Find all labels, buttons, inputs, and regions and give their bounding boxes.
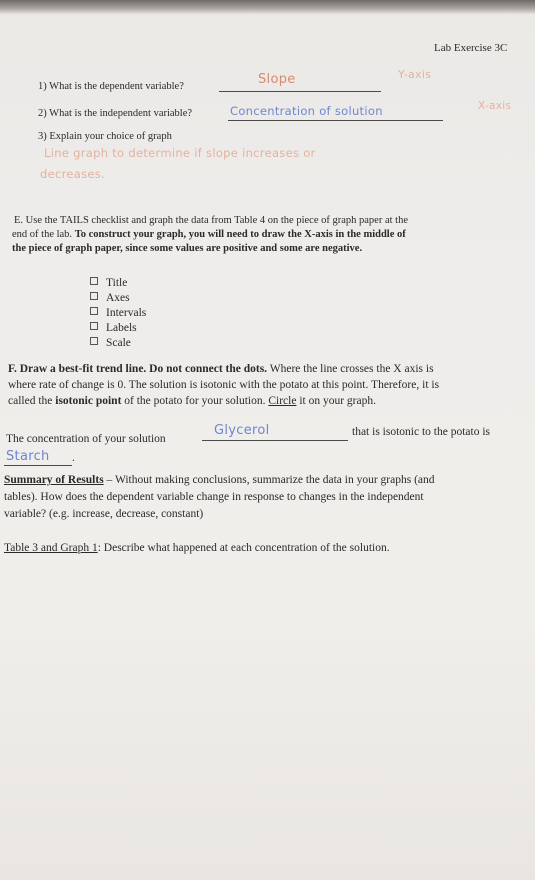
concentration-prompt-continued: that is isotonic to the potato is	[352, 426, 490, 438]
question-1-note: Y-axis	[398, 68, 432, 81]
section-f-line3-post: it on your graph.	[296, 395, 376, 407]
checklist-label: Axes	[106, 292, 130, 304]
checkbox-icon[interactable]	[90, 277, 98, 285]
concentration-end: .	[72, 452, 75, 464]
concentration-prompt: The concentration of your solution	[6, 433, 166, 445]
section-f-line3-mid: of the potato for your solution.	[121, 395, 269, 407]
section-f-line3-pre: called the	[8, 395, 56, 407]
question-3-label: 3) Explain your choice of graph	[38, 131, 172, 142]
checklist-label: Title	[106, 277, 128, 289]
question-3-answer-line2: decreases.	[40, 167, 106, 181]
checklist-item-axes	[90, 292, 130, 304]
checklist-item-scale	[90, 337, 131, 349]
section-f-line1	[8, 362, 434, 377]
question-2-label: 2) What is the independent variable?	[38, 108, 193, 119]
question-1-answer-line	[219, 91, 381, 92]
summary-line1	[4, 473, 435, 488]
section-f-line1-plain: Where the line crosses the X axis is	[267, 363, 434, 375]
section-e-line3-bold: the piece of graph paper, since some values are positive and some are negative.	[12, 243, 363, 254]
summary-line1-rest: – Without making conclusions, summarize the data in your graphs (and	[103, 474, 435, 486]
checklist-label: Intervals	[106, 307, 147, 319]
question-1-label: 1) What is the dependent variable?	[38, 81, 184, 92]
question-2-answer-line	[228, 120, 443, 121]
section-e-line3	[12, 241, 362, 256]
checkbox-icon[interactable]	[90, 292, 98, 300]
question-2-note: X-axis	[478, 100, 512, 112]
table3-line	[4, 541, 390, 556]
page-top-shadow	[0, 0, 535, 14]
section-e-line2-bold: To construct your graph, you will need to draw the X-axis in the middle of	[74, 229, 406, 240]
checkbox-icon[interactable]	[90, 337, 98, 345]
question-3-answer-line1: Line graph to determine if slope increases or	[44, 146, 316, 160]
section-f-line2: where rate of change is 0. The solution is isotonic with the potato at this point. Therefore, it is	[8, 379, 440, 391]
concentration-answer-2: Starch	[6, 449, 50, 464]
concentration-answer-line	[202, 440, 348, 441]
concentration-answer-2-line	[4, 465, 72, 466]
table3-rest: : Describe what happened at each concentration of the solution.	[97, 542, 390, 554]
circle-instruction: Circle	[268, 395, 297, 407]
summary-heading: Summary of Results	[4, 474, 104, 486]
summary-line2: tables). How does the dependent variable change in response to changes in the independent	[4, 491, 424, 503]
summary-line3: variable? (e.g. increase, decrease, constant)	[4, 508, 204, 520]
checklist-label: Labels	[106, 322, 137, 334]
page-title: Lab Exercise 3C	[434, 42, 508, 54]
isotonic-point-term: isotonic point	[55, 395, 122, 407]
question-2-answer: Concentration of solution	[230, 104, 383, 118]
table3-heading: Table 3 and Graph 1	[4, 542, 98, 554]
checkbox-icon[interactable]	[90, 322, 98, 330]
question-1-answer: Slope	[258, 72, 296, 87]
checkbox-icon[interactable]	[90, 307, 98, 315]
section-e-line2	[12, 227, 406, 242]
concentration-answer: Glycerol	[214, 423, 270, 438]
checklist-item-labels	[90, 322, 137, 334]
checklist-item-title	[90, 277, 127, 289]
checklist-item-intervals	[90, 307, 146, 319]
checklist-label: Scale	[106, 337, 131, 349]
section-e-line2-plain: end of the lab.	[12, 229, 75, 240]
section-e-line1: E. Use the TAILS checklist and graph the data from Table 4 on the piece of graph paper at the	[14, 215, 408, 226]
section-f-line1-bold: F. Draw a best-fit trend line. Do not connect the dots.	[8, 363, 268, 375]
section-f-line3	[8, 394, 376, 409]
